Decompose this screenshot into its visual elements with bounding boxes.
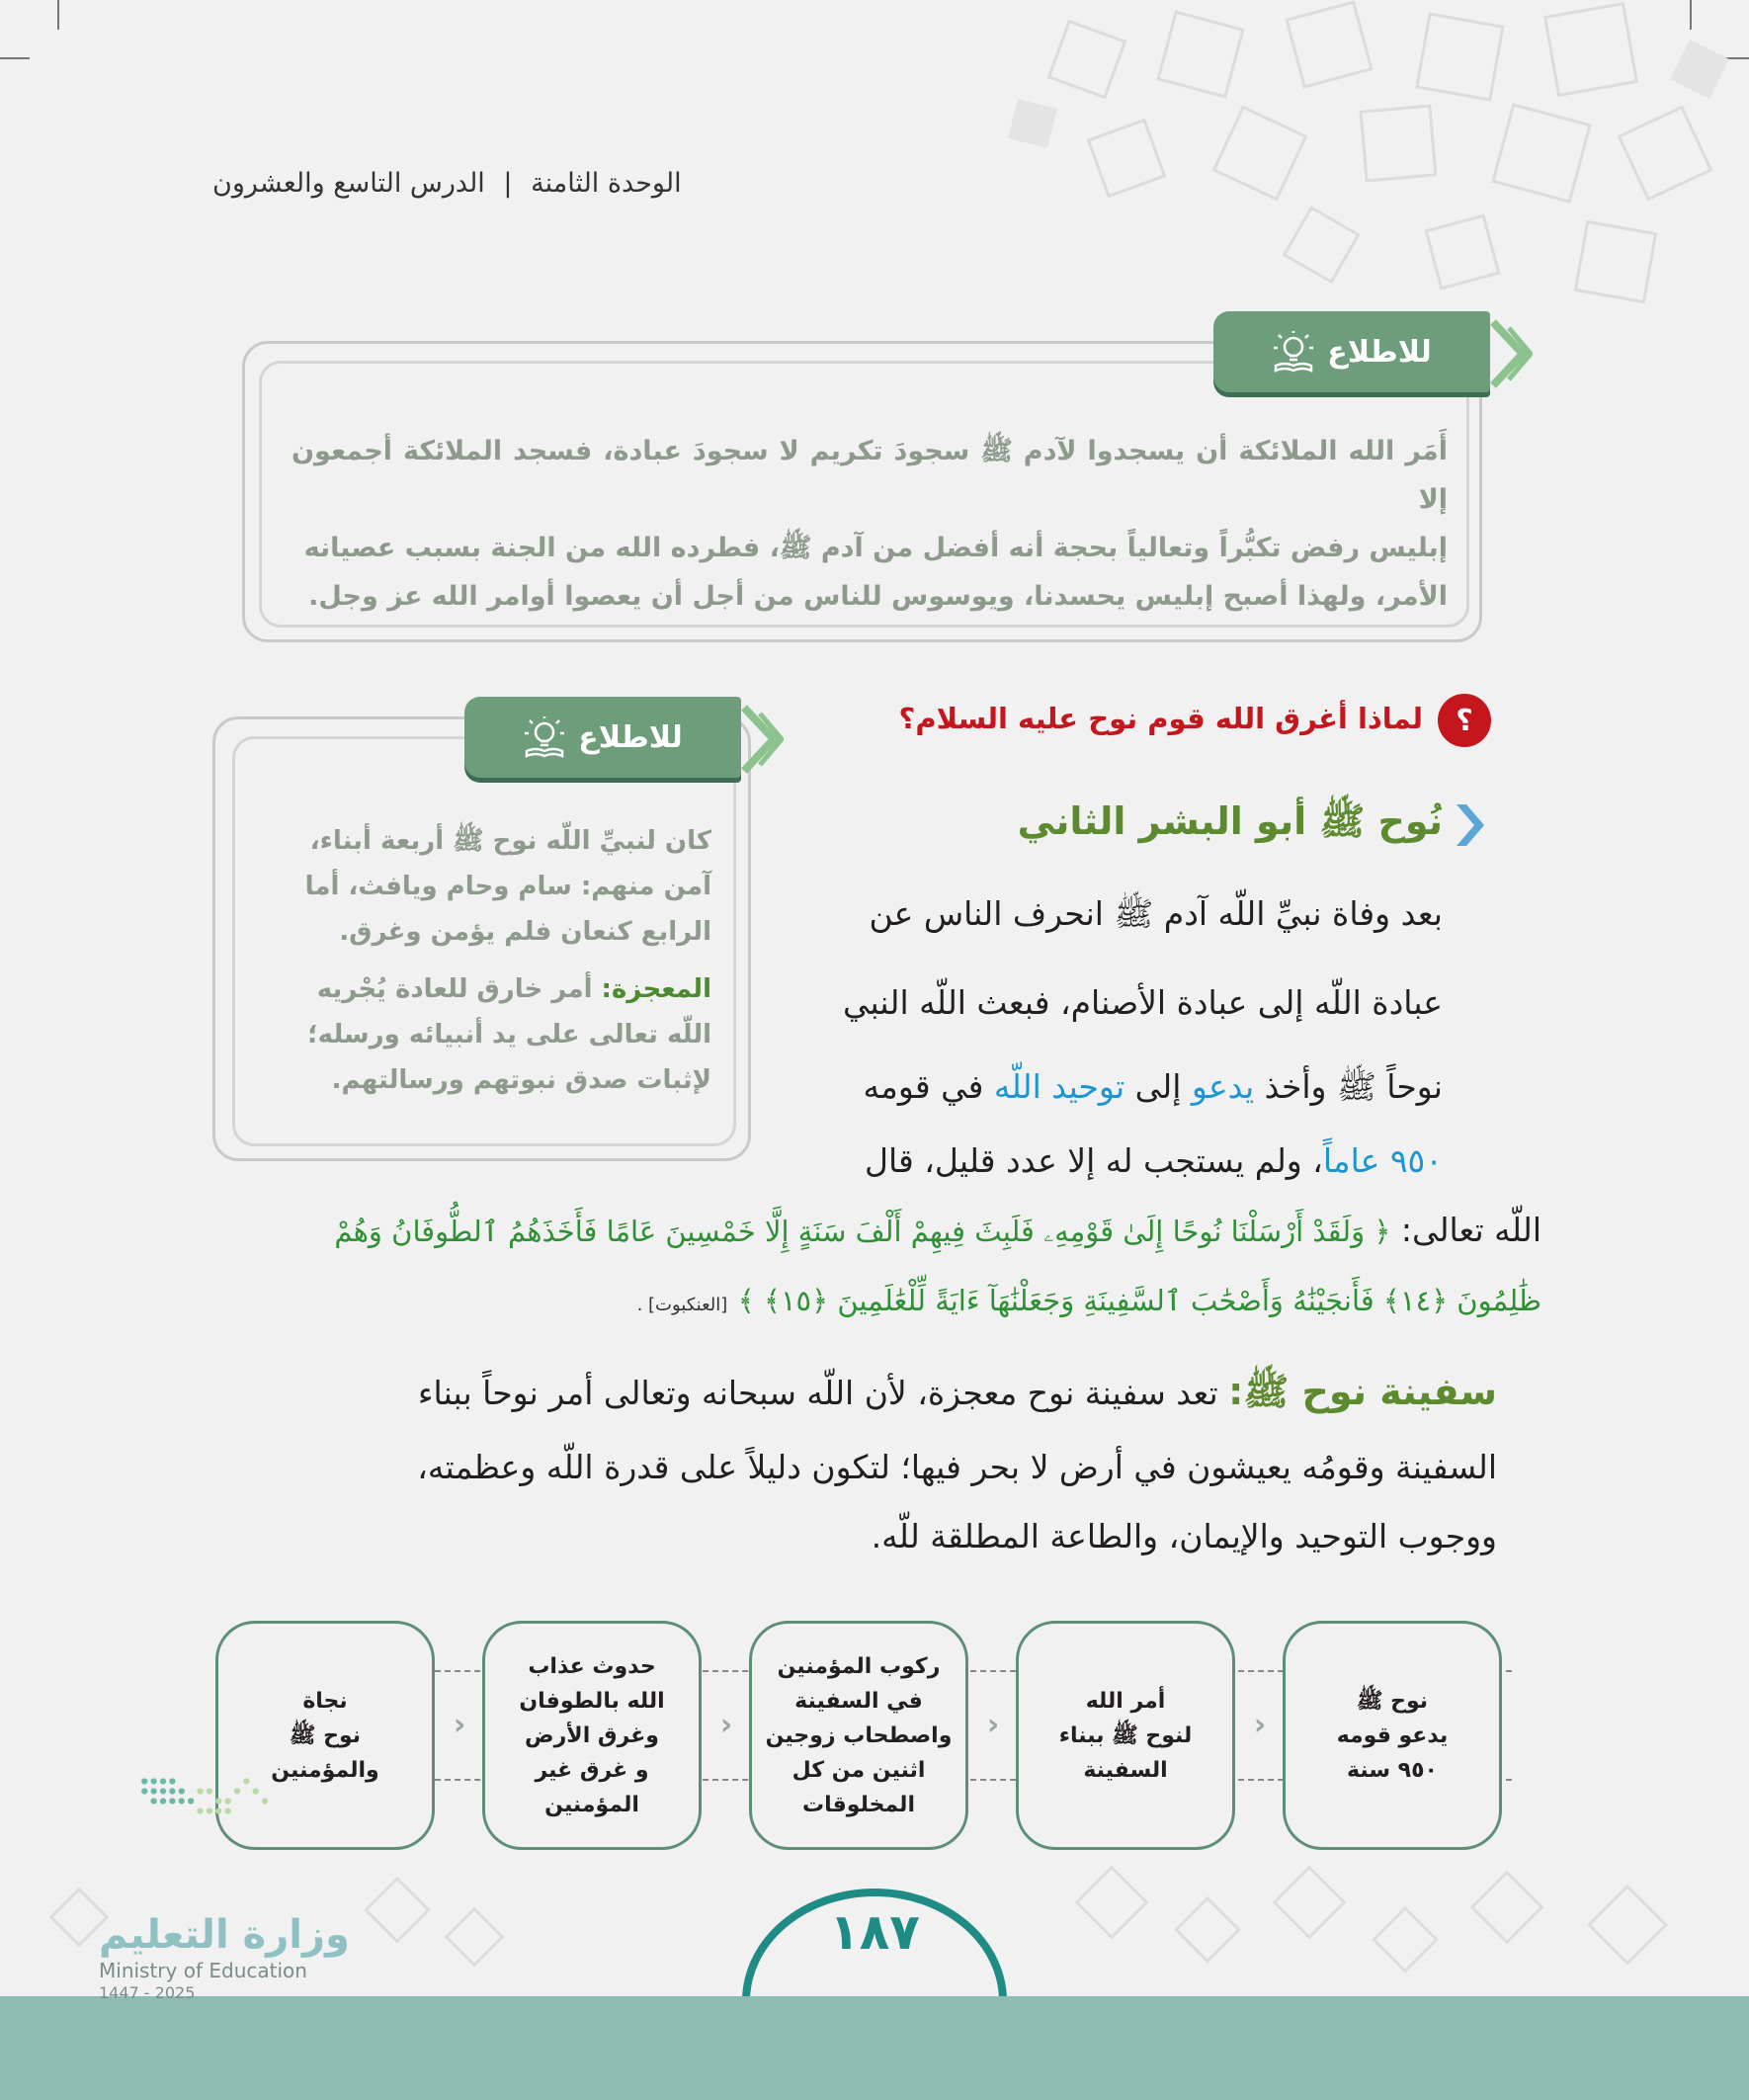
question-mark-icon: ؟ [1438,694,1491,747]
info-tag-top-label: للاطلاع [1327,334,1432,370]
body-text-segment: إلى [1124,1067,1192,1106]
page-header [212,168,726,199]
crop-mark [57,0,59,30]
body-line [751,1141,1443,1180]
crop-mark [1690,0,1692,30]
ark-line-3: ووجوب التوحيد والإيمان، والطاعة المطلقة للّه. [871,1517,1497,1555]
chevron-left-icon: ‹ [453,1707,466,1742]
info-line: الأمر، ولهذا أصبح إبليس يحسدنا، ويوسوس للناس من أجل أن يعصوا أوامر الله عز وجل. [308,581,1448,612]
ark-text-1: تعد سفينة نوح معجزة، لأن اللّه سبحانه وتعالى أمر نوحاً ببناء [418,1374,1218,1412]
quran-intro: اللّه تعالى: [1400,1211,1541,1249]
question-text: لماذا أغرق الله قوم نوح عليه السلام؟ [898,702,1423,735]
flow-step-line: نجاة [302,1688,348,1714]
info-line: إبليس رفض تكبُّراً وتعالياً بحجة أنه أفضل من آدم ﷺ، فطرده الله من الجنة بسبب عصيانه [303,533,1448,563]
info-tag-top [1213,311,1490,392]
title-chevron-icon [1453,800,1488,850]
quran-line-1 [334,1211,1541,1249]
flow-step-line: وغرق الأرض [525,1722,659,1748]
side-box-text [267,818,711,1103]
flow-step-3 [749,1621,968,1850]
crop-mark [1719,57,1749,59]
flow-step-line: واصطحاب زوجين [765,1722,953,1748]
info-box-top-text [292,427,1448,621]
quran-verse-1: ﴿ وَلَقَدْ أَرْسَلْنَا نُوحًا إِلَىٰ قَوْمِهِۦ فَلَبِثَ فِيهِمْ أَلْفَ سَنَةٍ إِلَّا خَمْسِينَ عَامًا فَأَخَذَهُمُ ٱلطُّوفَانُ وَهُمْ [334,1215,1391,1248]
ministry-name-ar: وزارة التعليم [99,1912,350,1958]
info-tag-side [464,697,741,778]
section-title-subtitle: أبو البشر الثاني [1017,799,1307,843]
chevron-left-icon: ‹ [1253,1707,1267,1742]
flow-step-line: في السفينة [794,1688,923,1714]
tag-chevron-icon [738,700,784,779]
body-line: عبادة اللّه إلى عبادة الأصنام، فبعث اللّه النبي [842,983,1443,1022]
page-number: ١٨٧ [829,1903,920,1961]
body-text-segment: نوحاً ﷺ وأخذ [1254,1067,1443,1106]
crop-mark [0,57,30,59]
flow-step-line: نوح ﷺ [1356,1688,1429,1714]
body-line: بعد وفاة نبيِّ اللّه آدم ﷺ انحرف الناس عن [869,894,1443,933]
side-definition: أمر خارق للعادة يُجْريه [316,974,593,1004]
flow-step-line: أمر الله [1085,1688,1166,1714]
quran-verse-2: ظَٰلِمُونَ ﴿١٤﴾ فَأَنجَيْنَٰهُ وَأَصْحَٰبَ ٱلسَّفِينَةِ وَجَعَلْنَٰهَآ ءَايَةً لِّلْعَٰلَمِينَ ﴿١٥﴾ ﴾ [737,1284,1541,1317]
flow-step-line: والمؤمنين [271,1757,379,1783]
ministry-name-en: Ministry of Education [99,1959,307,1982]
flow-step-line: حدوث عذاب [528,1653,656,1679]
flow-step-line: و غرق غير [535,1757,649,1783]
flow-step-line: اثنين من كل [791,1757,926,1783]
flow-step-line: ٩٥٠ سنة [1347,1757,1438,1783]
flow-step-line: نوح ﷺ [289,1722,362,1748]
flow-step-4 [482,1621,702,1850]
header-separator: | [503,168,513,199]
ark-title: سفينة نوح ﷺ: [1228,1370,1497,1413]
flow-step-line: لنوح ﷺ ببناء [1058,1722,1193,1748]
flow-step-1 [1283,1621,1502,1850]
side-term: المعجزة: [601,974,711,1004]
flow-step-line: الله بالطوفان [519,1688,665,1714]
ark-line-2: السفينة وقومُه يعيشون في أرض لا بحر فيها؛ لتكون دليلاً على قدرة اللّه وعظمته، [417,1448,1497,1486]
ark-line-1 [418,1369,1497,1423]
section-title [1018,798,1443,853]
side-definition-line [267,966,711,1012]
tag-chevron-icon [1487,314,1533,393]
body-text-segment: في قومه [863,1067,994,1106]
flow-step-2 [1016,1621,1235,1850]
footer-bar [0,1996,1749,2100]
body-text-segment: ، ولم يستجب له إلا عدد قليل، قال [864,1141,1323,1180]
body-line [751,1067,1443,1115]
header-lesson: الدرس التاسع والعشرون [212,168,485,199]
lightbulb-book-icon [523,715,566,759]
side-line: الرابع كنعان فلم يؤمن وغرق. [339,917,711,947]
header-unit: الوحدة الثامنة [531,168,682,199]
flow-step-line: ركوب المؤمنين [777,1653,941,1679]
highlight-years: ٩٥٠ عاماً [1322,1141,1443,1180]
highlight-tawhid: توحيد اللّه [993,1067,1125,1106]
side-line: كان لنبيِّ اللّه نوح ﷺ أربعة أبناء، [309,826,711,856]
flow-step-line: المخلوقات [802,1792,915,1817]
flow-step-line: المؤمنين [544,1792,639,1817]
side-line: اللّه تعالى على يد أنبيائه ورسله؛ [307,1020,711,1050]
section-title-name: نُوح ﷺ [1319,799,1443,843]
quran-reference: [العنكبوت] . [636,1295,728,1315]
chevron-left-icon: ‹ [986,1707,1000,1742]
flow-step-line: السفينة [1083,1757,1168,1783]
info-line: أَمَر الله الملائكة أن يسجدوا لآدم ﷺ سجودَ تكريم لا سجودَ عبادة، فسجد الملائكة أجمعون إلا [292,436,1448,515]
ministry-year: 2025 - 1447 [99,1983,196,2002]
lightbulb-book-icon [1272,330,1315,374]
info-tag-side-label: للاطلاع [578,719,683,755]
ministry-logo-icon [94,1769,331,1917]
flow-step-line: يدعو قومه [1336,1722,1449,1748]
chevron-left-icon: ‹ [719,1707,733,1742]
quran-line-2 [637,1280,1541,1318]
side-line: لإثبات صدق نبوتهم ورسالتهم. [331,1065,711,1095]
decorative-pattern [998,0,1749,326]
side-line: آمن منهم: سام وحام ويافث، أما [304,872,711,901]
highlight-call: يدعو [1191,1067,1255,1106]
